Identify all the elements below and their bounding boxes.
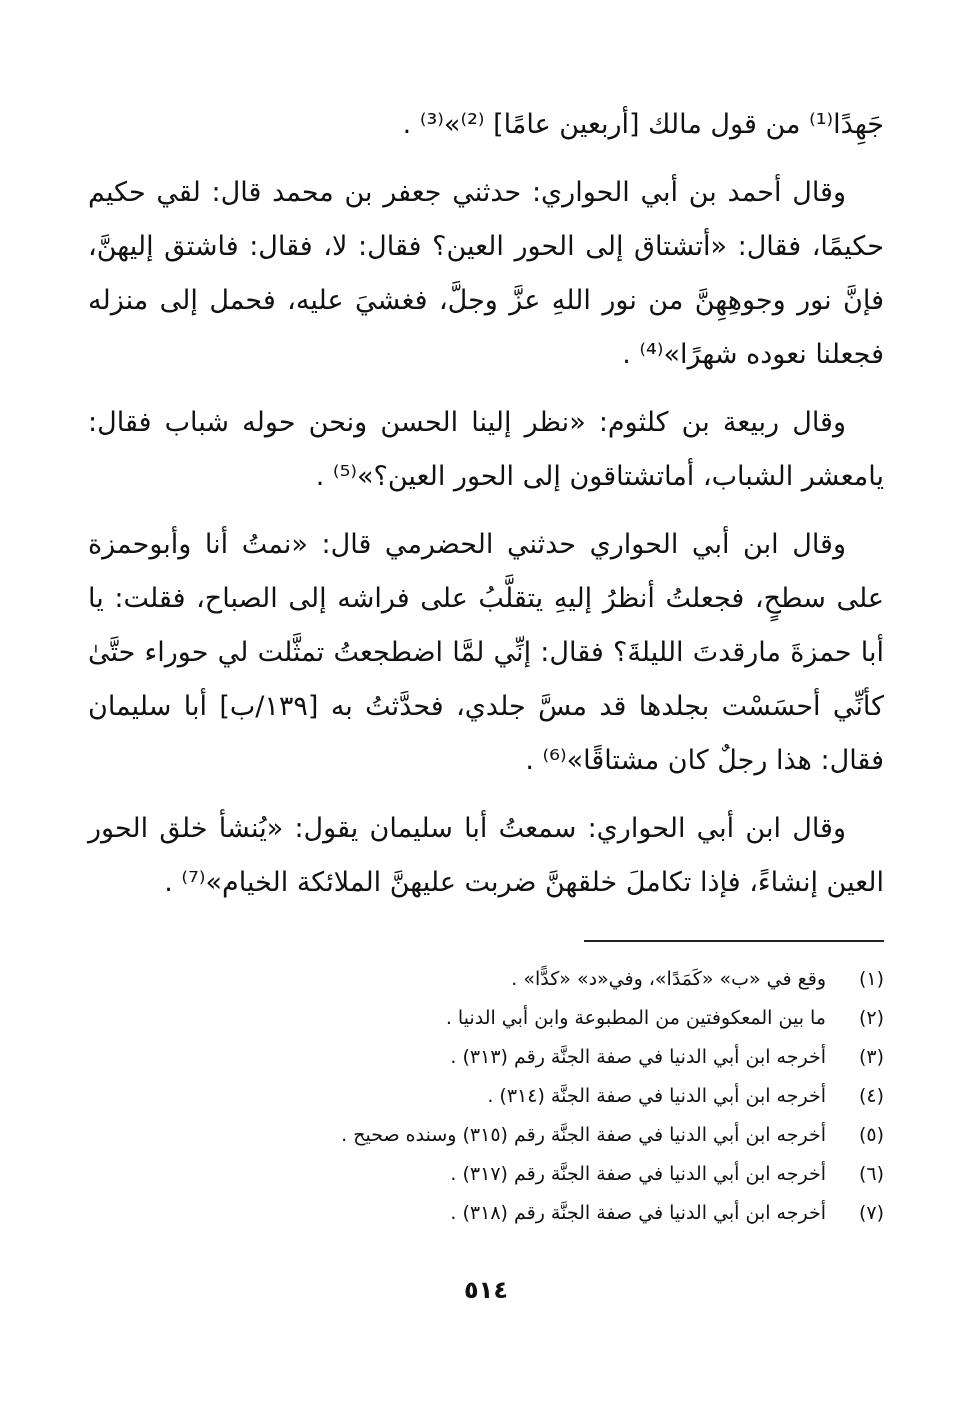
footnote: [88, 1077, 884, 1116]
paragraph-ahmad-ibn-abi-al-hawari: وقال أحمد بن أبي الحواري: حدثني جعفر بن محمد قال: لقي حكيم حكيمًا، فقال: «أتشتاق إلى الحور العين؟ فقال: لا، فقال: فاشتق إليهنَّ، فإنَّ نور وجوهِهِنَّ من نور اللهِ عزَّ وجلَّ، فغشيَ عليه، فحمل إلى منزله فجعلنا نعوده شهرًا»⁽⁴⁾ .: [88, 177, 884, 370]
footnote: [88, 1038, 884, 1077]
paragraph-continuation: جَهِدًا⁽¹⁾ من قول مالك [أربعين عامًا] ⁽²⁾»⁽³⁾ .: [402, 109, 884, 140]
body-text: [88, 98, 884, 910]
paragraph-abu-sulayman: وقال ابن أبي الحواري: سمعتُ أبا سليمان يقول: «يُنشأ خلق الحور العين إنشاءً، فإذا تكاملَ خلقهنَّ ضربت عليهنَّ الملائكة الخيام»⁽⁷⁾ .: [88, 813, 884, 898]
footnote-number: (١): [858, 968, 884, 990]
footnote-text: أخرجه ابن أبي الدنيا في صفة الجنَّة رقم (٣١٥) وسنده صحيح .: [341, 1124, 826, 1146]
footnote-text: وقع في «ب» «كَمَدًا»، وفي«د» «كدًّا» .: [511, 968, 826, 990]
book-page: [88, 98, 884, 1328]
footnote-text: ما بين المعكوفتين من المطبوعة وابن أبي الدنيا .: [445, 1007, 826, 1029]
footnote-number: (٣): [858, 1046, 884, 1068]
footnote: [88, 960, 884, 999]
page-number: ٥١٤: [464, 1276, 508, 1304]
footnote-text: أخرجه ابن أبي الدنيا في صفة الجنَّة (٣١٤) .: [487, 1085, 826, 1107]
footnotes-list: [88, 960, 884, 1233]
footnote-text: أخرجه ابن أبي الدنيا في صفة الجنَّة رقم (٣١٣) .: [450, 1046, 826, 1068]
footnote-text: أخرجه ابن أبي الدنيا في صفة الجنَّة رقم (٣١٨) .: [450, 1202, 826, 1224]
footnote: [88, 1116, 884, 1155]
footnote-number: (٦): [858, 1163, 884, 1185]
footnote: [88, 1194, 884, 1233]
paragraph-rabia-ibn-kulthum: وقال ربيعة بن كلثوم: «نظر إلينا الحسن ونحن حوله شباب فقال: يامعشر الشباب، أماتشتاقون إلى الحور العين؟»⁽⁵⁾ .: [88, 407, 884, 492]
footnote-number: (٥): [858, 1124, 884, 1146]
footnote-number: (٧): [858, 1202, 884, 1224]
footnote: [88, 1155, 884, 1194]
footnote: [88, 999, 884, 1038]
footnote-text: أخرجه ابن أبي الدنيا في صفة الجنَّة رقم (٣١٧) .: [450, 1163, 826, 1185]
footnote-divider: [584, 940, 884, 942]
paragraph-al-hadrami: وقال ابن أبي الحواري حدثني الحضرمي قال: «نمتُ أنا وأبوحمزة على سطحٍ، فجعلتُ أنظرُ إليهِ يتقلَّبُ على فراشه إلى الصباح، فقلت: يا أبا حمزةَ مارقدتَ الليلةَ؟ فقال: إنِّي لمَّا اضطجعتُ تمثَّلت لي حوراء حتَّىٰ كأنِّي أحسَسْت بجلدها قد مسَّ جلدي، فحدَّثتُ به [١٣٩/ب] أبا سليمان فقال: هذا رجلٌ كان مشتاقًا»⁽⁶⁾ .: [88, 529, 884, 776]
footnote-number: (٢): [858, 1007, 884, 1029]
footnote-number: (٤): [858, 1085, 884, 1107]
